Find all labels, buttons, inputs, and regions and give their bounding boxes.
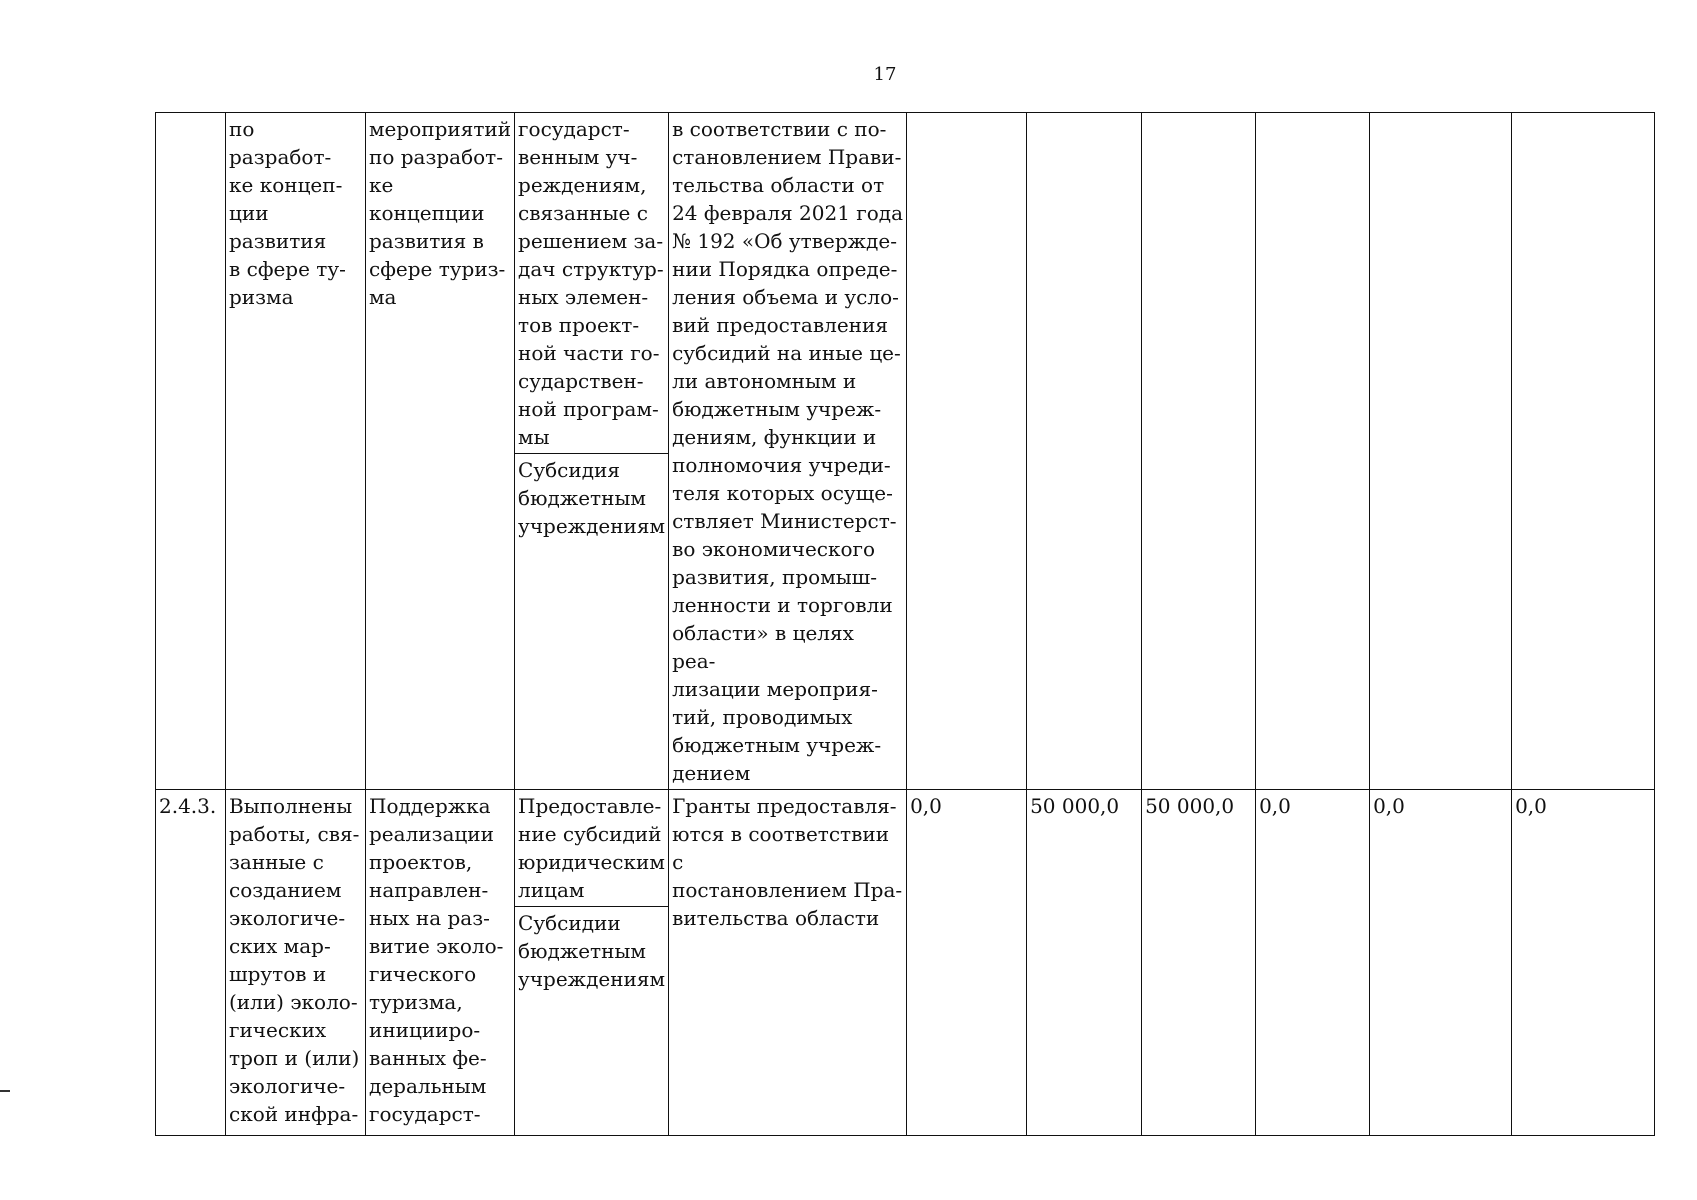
expense-type-bottom: Субсидия бюджетным учреждениям <box>518 458 666 538</box>
value-cell-3 <box>1142 113 1256 790</box>
basis-cell: Гранты предоставля- ются в соответствии с постановлением Пра- вительства области <box>669 790 907 1136</box>
value-cell-5: 0,0 <box>1370 790 1512 1136</box>
result-cell: Выполнены работы, свя- занные с созданием экологиче- ских мар- шрутов и (или) эколо- гических троп и (или) экологиче- ской инфра- <box>226 790 366 1136</box>
expense-type-cell <box>515 790 669 1136</box>
expense-type-top: Предоставле- ние субсидий юридическим лицам <box>515 790 668 907</box>
value-cell-3: 50 000,0 <box>1142 790 1256 1136</box>
value-cell-1 <box>907 113 1027 790</box>
measure-cell: Поддержка реализации проектов, направлен- ных на раз- витие эколо- гического туризма, иницииро- ванных фе- деральным государст- <box>366 790 515 1136</box>
basis-cell: в соответствии с по- становлением Прави- тельства области от 24 февраля 2021 года № 192 «Об утвержде- нии Порядка опреде- ления объема и усло- вий предоставления субсидий на иные це- ли автономным и бюджетным учреж- дениям, функции и полномочия учреди- теля которых осуще- ствляет Министерст- во экономического развития, промыш- ленности и торговли области» в целях реа- лизации мероприя- тий, проводимых бюджетным учреж- дением <box>669 113 907 790</box>
value-cell-6: 0,0 <box>1512 790 1655 1136</box>
row-number-cell: 2.4.3. <box>156 790 226 1136</box>
scan-mark <box>0 1090 10 1092</box>
page-number: 17 <box>873 64 897 85</box>
value-cell-1: 0,0 <box>907 790 1027 1136</box>
expense-type-cell <box>515 113 669 790</box>
expense-type-top: государст- венным уч- реждениям, связанные с решением за- дач структур- ных элемен- тов проект- ной части го- сударствен- ной програм- мы <box>515 113 668 454</box>
measure-cell: мероприятий по разработ- ке концепции развития в сфере туриз- ма <box>366 113 515 790</box>
value-cell-5 <box>1370 113 1512 790</box>
value-cell-2: 50 000,0 <box>1027 790 1142 1136</box>
value-cell-6 <box>1512 113 1655 790</box>
result-cell: по разработ- ке концеп- ции развития в сфере ту- ризма <box>226 113 366 790</box>
program-table <box>155 112 1655 1136</box>
table-row <box>156 790 1655 1136</box>
value-cell-2 <box>1027 113 1142 790</box>
table-row <box>156 113 1655 790</box>
value-cell-4: 0,0 <box>1256 790 1370 1136</box>
row-number-cell <box>156 113 226 790</box>
expense-type-bottom: Субсидии бюджетным учреждениям <box>518 911 666 991</box>
value-cell-4 <box>1256 113 1370 790</box>
